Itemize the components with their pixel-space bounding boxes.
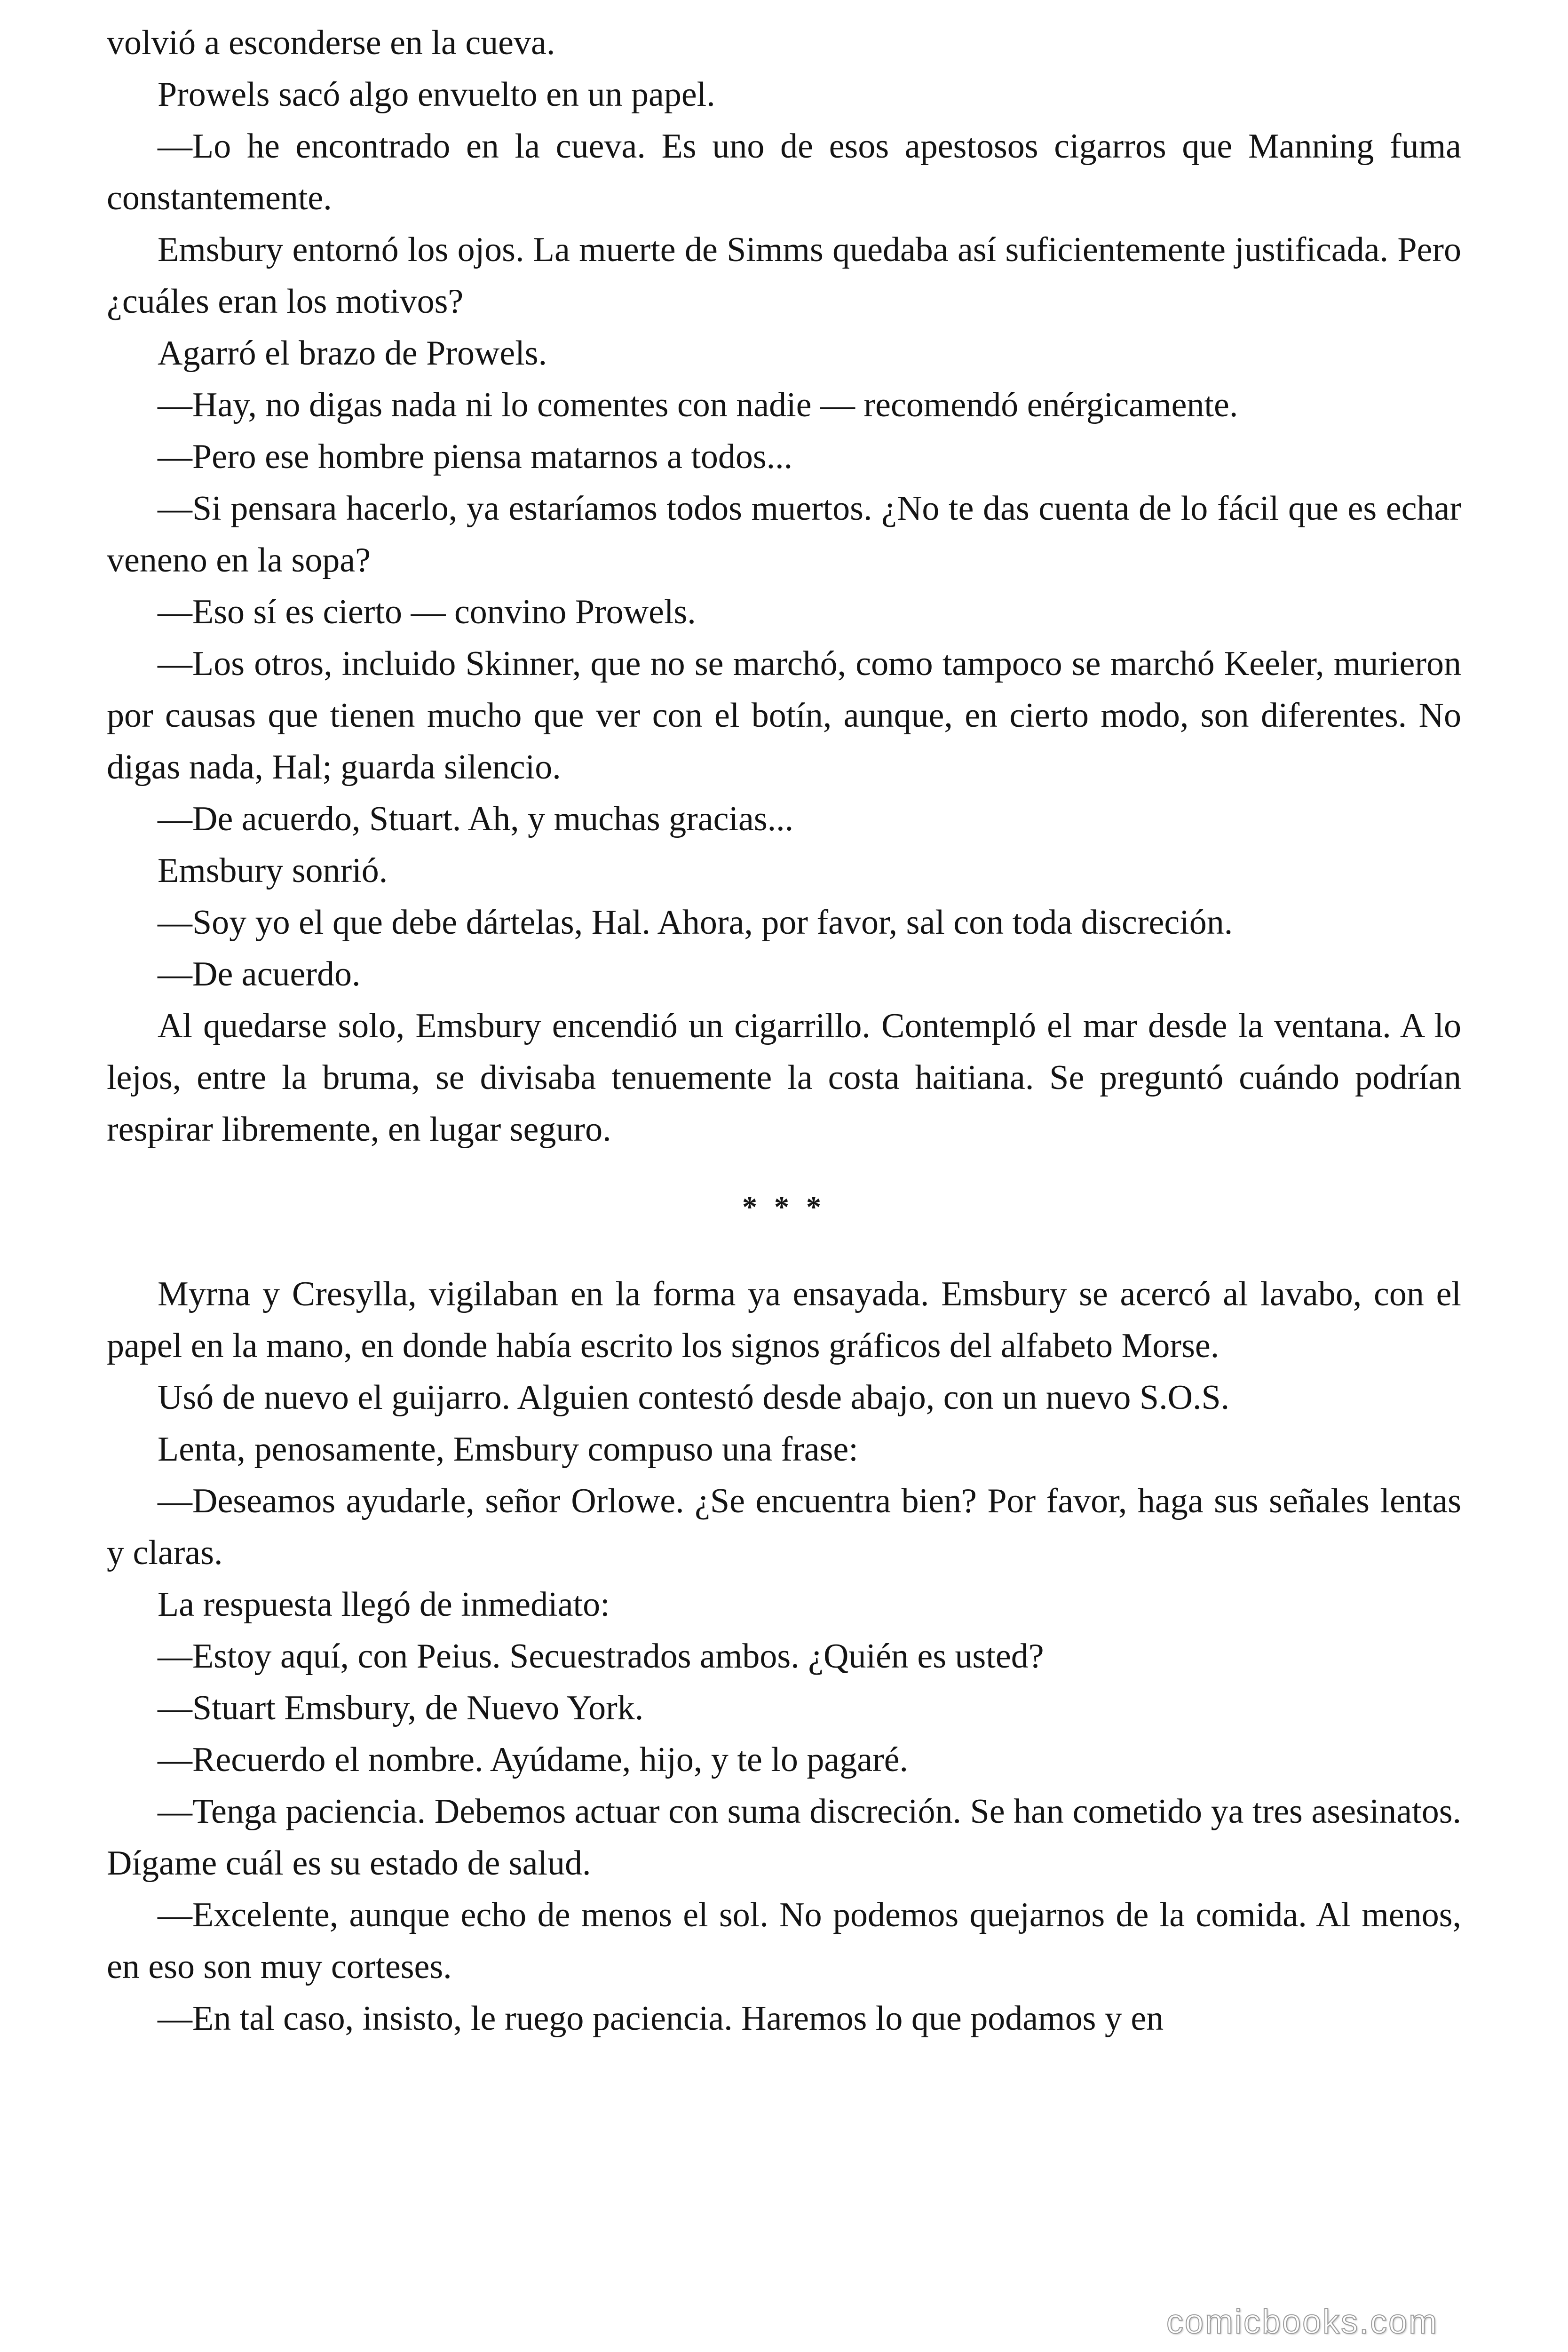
paragraph: Lenta, penosamente, Emsbury compuso una frase: bbox=[158, 1430, 858, 1469]
paragraph: —Soy yo el que debe dártelas, Hal. Ahora, por favor, sal con toda discreción. bbox=[158, 903, 1233, 942]
paragraph: volvió a esconderse en la cueva. bbox=[107, 24, 555, 62]
paragraph: —Eso sí es cierto — convino Prowels. bbox=[158, 593, 696, 631]
paragraph: —Stuart Emsbury, de Nuevo York. bbox=[158, 1689, 644, 1727]
page-text bbox=[107, 17, 1461, 2044]
paragraph: —Tenga paciencia. Debemos actuar con suma discreción. Se han cometido ya tres asesinatos. Dígame cuál es su estado de salud. bbox=[107, 1792, 1461, 1883]
paragraph: —Recuerdo el nombre. Ayúdame, hijo, y te lo pagaré. bbox=[158, 1740, 909, 1779]
paragraph: —Los otros, incluido Skinner, que no se marchó, como tampoco se marchó Keeler, murieron por causas que tienen mucho que ver con el botín, aunque, en cierto modo, son diferentes. No digas nada, Hal; guarda silencio. bbox=[107, 644, 1461, 787]
section-separator: * * * bbox=[742, 1190, 826, 1224]
paragraph: Al quedarse solo, Emsbury encendió un cigarrillo. Contempló el mar desde la ventana. A lo lejos, entre la bruma, se divisaba tenuemente la costa haitiana. Se preguntó cuándo podrían respirar libremente, en lugar seguro. bbox=[107, 1007, 1461, 1149]
paragraph: —Estoy aquí, con Peius. Secuestrados ambos. ¿Quién es usted? bbox=[158, 1637, 1044, 1676]
paragraph: —En tal caso, insisto, le ruego paciencia. Haremos lo que podamos y en bbox=[158, 1999, 1164, 2038]
text-block-bottom bbox=[107, 1268, 1461, 2044]
paragraph: —Hay, no digas nada ni lo comentes con nadie — recomendó enérgicamente. bbox=[158, 386, 1238, 424]
paragraph: Emsbury sonrió. bbox=[158, 851, 388, 890]
paragraph: —Lo he encontrado en la cueva. Es uno de esos apestosos cigarros que Manning fuma constantemente. bbox=[107, 127, 1461, 217]
paragraph: —De acuerdo, Stuart. Ah, y muchas gracias... bbox=[158, 800, 794, 838]
paragraph: Agarró el brazo de Prowels. bbox=[158, 334, 547, 373]
paragraph: La respuesta llegó de inmediato: bbox=[158, 1585, 610, 1624]
paragraph: —Deseamos ayudarle, señor Orlowe. ¿Se encuentra bien? Por favor, haga sus señales lentas y claras. bbox=[107, 1482, 1461, 1572]
paragraph: —Excelente, aunque echo de menos el sol. No podemos quejarnos de la comida. Al menos, en eso son muy corteses. bbox=[107, 1896, 1461, 1986]
watermark-logo: comicbooks.com bbox=[1166, 2303, 1439, 2341]
paragraph: —De acuerdo. bbox=[158, 955, 361, 993]
paragraph: —Si pensara hacerlo, ya estaríamos todos muertos. ¿No te das cuenta de lo fácil que es echar veneno en la sopa? bbox=[107, 489, 1461, 580]
paragraph: Myrna y Cresylla, vigilaban en la forma ya ensayada. Emsbury se acercó al lavabo, con el papel en la mano, en donde había escrito los signos gráficos del alfabeto Morse. bbox=[107, 1275, 1461, 1365]
text-block-top bbox=[107, 17, 1461, 1155]
paragraph: Emsbury entornó los ojos. La muerte de Simms quedaba así suficientemente justificada. Pero ¿cuáles eran los motivos? bbox=[107, 230, 1461, 321]
paragraph: Usó de nuevo el guijarro. Alguien contestó desde abajo, con un nuevo S.O.S. bbox=[158, 1378, 1230, 1417]
paragraph: Prowels sacó algo envuelto en un papel. bbox=[158, 75, 715, 114]
paragraph: —Pero ese hombre piensa matarnos a todos... bbox=[158, 437, 793, 476]
